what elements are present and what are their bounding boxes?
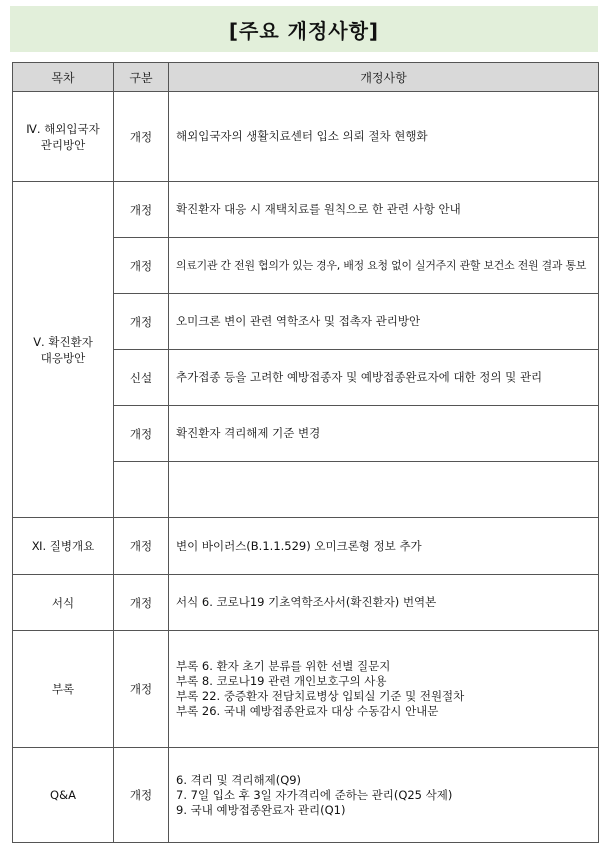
section-cell bbox=[13, 748, 114, 843]
section-cell bbox=[13, 631, 114, 748]
page-title-text: [주요 개정사항] bbox=[228, 18, 380, 43]
type-cell: 개정 bbox=[114, 575, 169, 631]
content-cell bbox=[169, 631, 599, 748]
type-cell bbox=[114, 462, 169, 518]
section-label: Ⅴ. 확진환자 bbox=[33, 334, 93, 349]
section-cell bbox=[13, 92, 114, 182]
table-header-row bbox=[13, 63, 599, 92]
type-cell: 개정 bbox=[114, 92, 169, 182]
section-label: 대응방안 bbox=[40, 350, 86, 365]
table-row bbox=[13, 518, 599, 575]
table-row bbox=[13, 92, 599, 182]
qa-line: 6. 격리 및 격리해제(Q9) bbox=[176, 772, 302, 787]
content-cell: 추가접종 등을 고려한 예방접종자 및 예방접종완료자에 대한 정의 및 관리 bbox=[169, 350, 599, 406]
page-title bbox=[10, 6, 598, 52]
revision-table bbox=[12, 62, 599, 843]
section-label: 서식 bbox=[51, 595, 75, 610]
type-cell: 개정 bbox=[114, 238, 169, 294]
content-cell: 해외입국자의 생활치료센터 입소 의뢰 절차 현행화 bbox=[169, 92, 599, 182]
appendix-line: 부록 8. 코로나19 관련 개인보호구의 사용 bbox=[176, 674, 387, 688]
section-cell bbox=[13, 182, 114, 518]
content-cell: 변이 바이러스(B.1.1.529) 오미크론형 정보 추가 bbox=[169, 518, 599, 575]
header-content: 개정사항 bbox=[169, 63, 599, 92]
qa-line: 7. 7일 입소 후 3일 자가격리에 준하는 관리(Q25 삭제) bbox=[176, 787, 453, 802]
qa-line: 9. 국내 예방접종완료자 관리(Q1) bbox=[176, 802, 346, 817]
content-cell: 의료기관 간 전원 협의가 있는 경우, 배정 요청 없이 실거주지 관할 보건소 전원 결과 통보 bbox=[169, 238, 599, 294]
section-label: Q&A bbox=[50, 788, 76, 802]
table-row bbox=[13, 575, 599, 631]
table-row bbox=[13, 748, 599, 843]
type-cell: 개정 bbox=[114, 748, 169, 843]
content-cell: 오미크론 변이 관련 역학조사 및 접촉자 관리방안 bbox=[169, 294, 599, 350]
content-cell bbox=[169, 748, 599, 843]
type-cell: 개정 bbox=[114, 182, 169, 238]
type-cell: 개정 bbox=[114, 631, 169, 748]
content-cell: 서식 6. 코로나19 기초역학조사서(확진환자) 번역본 bbox=[169, 575, 599, 631]
type-cell: 신설 bbox=[114, 350, 169, 406]
appendix-line: 부록 22. 중증환자 전담치료병상 입퇴실 기준 및 전원절차 bbox=[176, 689, 465, 703]
type-cell: 개정 bbox=[114, 406, 169, 462]
section-cell bbox=[13, 518, 114, 575]
table-row bbox=[13, 631, 599, 748]
section-label: 부록 bbox=[51, 682, 75, 696]
header-section: 목차 bbox=[13, 63, 114, 92]
appendix-line: 부록 6. 환자 초기 분류를 위한 선별 질문지 bbox=[176, 659, 391, 673]
appendix-line: 부록 26. 국내 예방접종완료자 대상 수동감시 안내문 bbox=[176, 704, 439, 718]
section-label: Ⅺ. 질병개요 bbox=[31, 539, 95, 553]
content-cell bbox=[169, 462, 599, 518]
section-label: 관리방안 bbox=[40, 137, 86, 152]
type-cell: 개정 bbox=[114, 294, 169, 350]
table-row bbox=[13, 182, 599, 238]
type-cell: 개정 bbox=[114, 518, 169, 575]
section-label: Ⅳ. 해외입국자 bbox=[26, 121, 100, 136]
content-cell: 확진환자 대응 시 재택치료를 원칙으로 한 관련 사항 안내 bbox=[169, 182, 599, 238]
header-type: 구분 bbox=[114, 63, 169, 92]
section-cell bbox=[13, 575, 114, 631]
content-cell: 확진환자 격리해제 기준 변경 bbox=[169, 406, 599, 462]
